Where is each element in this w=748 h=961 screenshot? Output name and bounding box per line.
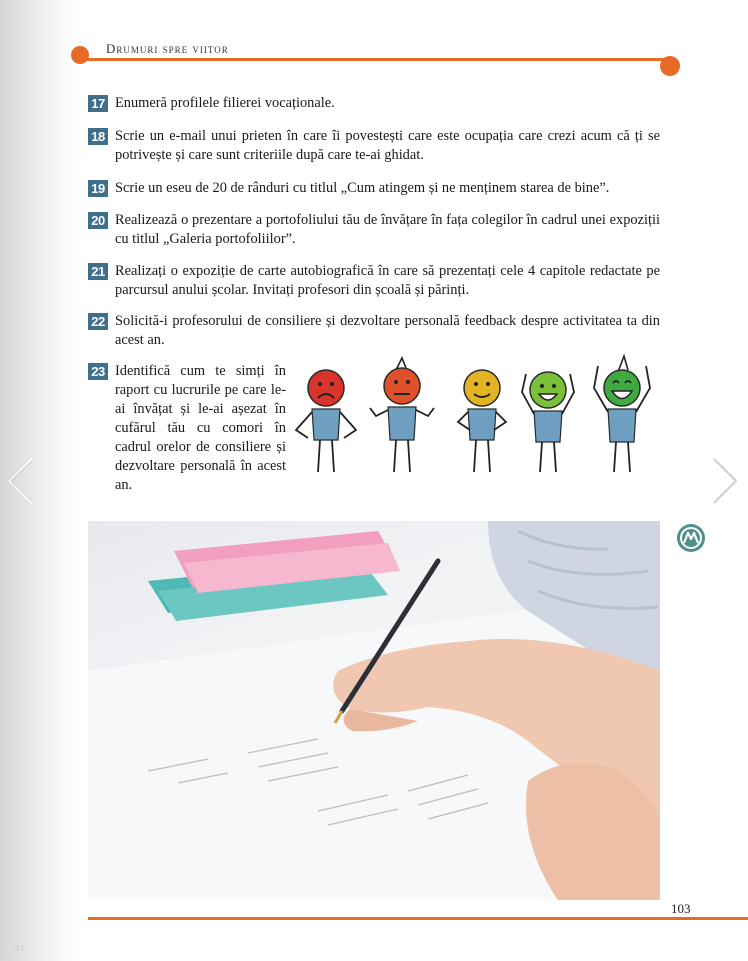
page-number: 103 — [671, 901, 691, 916]
mood-figure-very-happy — [594, 356, 650, 472]
task-number-badge: 21 — [88, 263, 108, 280]
task-22 — [88, 312, 660, 350]
task-21 — [88, 262, 660, 300]
writing-hand-photo — [88, 521, 660, 900]
task-19 — [88, 179, 660, 198]
mood-figure-very-sad — [296, 370, 356, 472]
publisher-logo-icon — [676, 523, 706, 553]
mood-figures-illustration — [286, 352, 664, 480]
task-number-badge: 22 — [88, 313, 108, 330]
previous-page-number: 44 — [14, 943, 25, 953]
task-text: Realizați o expoziție de carte autobiografică în care să prezentați cele 4 capitole redactate pe parcursul anului școlar. Invitați profesori din școală și părinți. — [115, 263, 660, 298]
previous-page-arrow-icon[interactable] — [6, 457, 36, 505]
header-rule — [78, 58, 670, 61]
task-23 — [88, 362, 286, 495]
task-number-badge: 18 — [88, 128, 108, 145]
task-text: Scrie un e-mail unui prieten în care îi povestești care este ocupația care crezi acum că ți se potrivește și care sunt criteriile după care te-ai ghidat. — [115, 128, 660, 163]
task-text: Enumeră profilele filierei vocaționale. — [115, 95, 335, 111]
mood-figure-sad — [370, 358, 434, 472]
task-text: Identifică cum te simți în raport cu lucrurile pe care le-ai învățat și le-ai așezat în cufărul tău cu comori în cadrul orelor de consiliere și dezvoltare personală în acest an. — [115, 363, 286, 493]
task-number-badge: 17 — [88, 95, 108, 112]
task-number-badge: 19 — [88, 180, 108, 197]
task-20 — [88, 211, 660, 249]
task-text: Realizează o prezentare a portofoliului tău de învățare în fața colegilor în cadrul unei expoziții cu titlul „Galeria portofoliilor”. — [115, 212, 660, 247]
footer-rule — [88, 917, 748, 920]
task-number-badge: 20 — [88, 212, 108, 229]
task-text: Solicită-i profesorului de consiliere și dezvoltare personală feedback despre activitatea ta din acest an. — [115, 313, 660, 348]
header-dot-right — [660, 56, 680, 76]
task-number-badge: 23 — [88, 363, 108, 380]
mood-figure-happy — [522, 372, 574, 472]
mood-figure-neutral — [458, 370, 506, 472]
task-17 — [88, 94, 660, 113]
next-page-arrow-icon[interactable] — [710, 457, 740, 505]
task-text: Scrie un eseu de 20 de rânduri cu titlul „Cum atingem și ne menținem starea de bine”. — [115, 180, 610, 196]
photo-illustration — [88, 521, 660, 900]
header-dot-left — [71, 46, 89, 64]
task-18 — [88, 127, 660, 165]
running-header-title: Drumuri spre viitor — [106, 41, 229, 56]
